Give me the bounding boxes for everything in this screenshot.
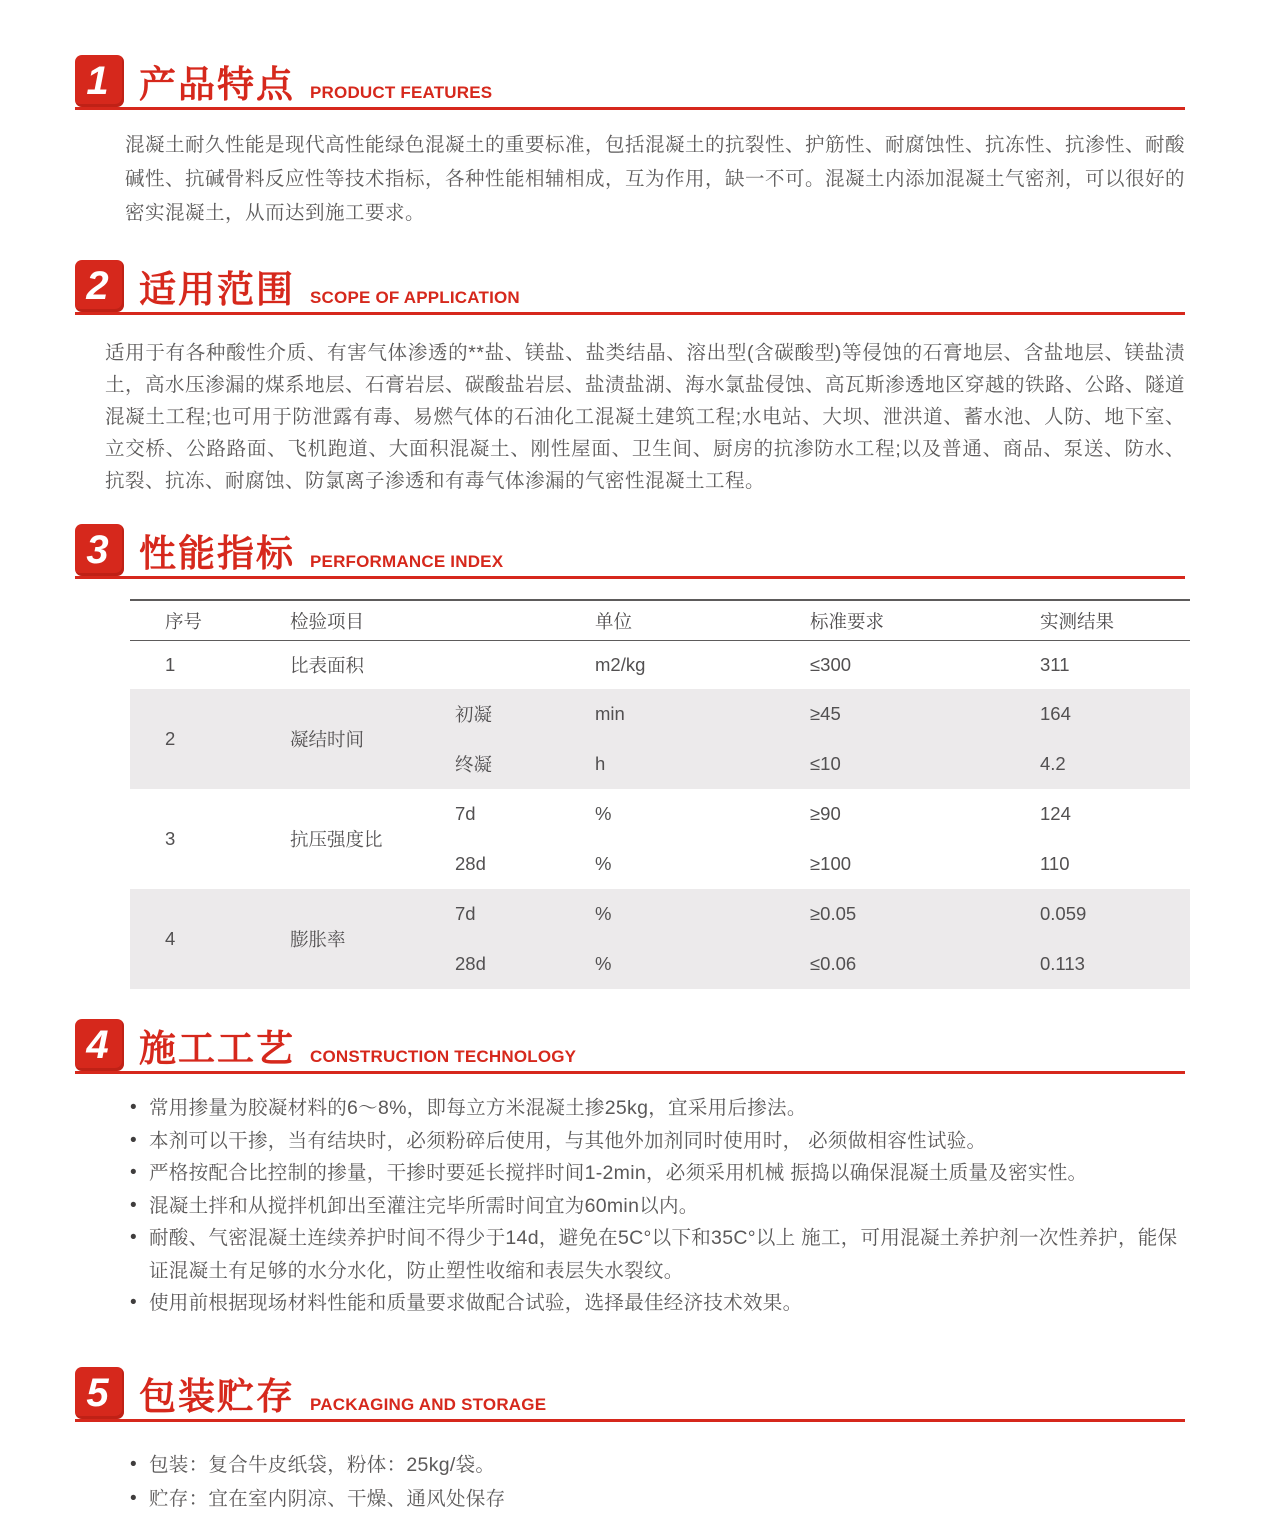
bullet-item: • 混凝土拌和从搅拌机卸出至灌注完毕所需时间宜为60min以内。 xyxy=(130,1190,1185,1223)
table-header-result: 实测结果 xyxy=(1040,610,1115,632)
cell-sub: 28d xyxy=(455,853,486,874)
section-scope-of-application xyxy=(75,260,1185,497)
section-3-title-zh: 性能指标 xyxy=(139,533,295,574)
bullet-item: • 使用前根据现场材料性能和质量要求做配合试验，选择最佳经济技术效果。 xyxy=(130,1287,1185,1320)
section-3-header xyxy=(75,524,1185,579)
section-3-title-en: PERFORMANCE INDEX xyxy=(310,552,504,571)
table-header-no: 序号 xyxy=(165,610,203,632)
cell-result: 164 xyxy=(1040,703,1071,724)
section-1-number-badge xyxy=(75,55,124,107)
cell-standard: ≥90 xyxy=(810,803,841,824)
table-subrow xyxy=(455,789,1190,839)
table-row xyxy=(130,789,1190,889)
construction-bullet-list xyxy=(130,1092,1185,1320)
table-header-row xyxy=(130,601,1190,641)
section-product-features xyxy=(75,55,1185,230)
table-subrow xyxy=(455,839,1190,889)
cell-standard: ≥100 xyxy=(810,853,852,874)
cell-result: 110 xyxy=(1040,853,1070,874)
section-2-header xyxy=(75,260,1185,315)
section-5-title-zh: 包装贮存 xyxy=(139,1375,295,1417)
cell-standard: ≥0.05 xyxy=(810,903,857,924)
section-construction-technology xyxy=(75,1019,1185,1320)
section-3-number: 3 xyxy=(86,528,109,572)
packaging-bullet-list xyxy=(130,1448,1185,1516)
section-2-title-en: SCOPE OF APPLICATION xyxy=(310,288,520,307)
cell-no: 1 xyxy=(165,654,176,675)
cell-result: 311 xyxy=(1040,654,1070,675)
table-subrow xyxy=(455,739,1190,789)
cell-result: 0.059 xyxy=(1040,903,1087,924)
cell-sub: 7d xyxy=(455,903,476,924)
section-packaging-and-storage xyxy=(75,1367,1185,1516)
section-5-title-en: PACKAGING AND STORAGE xyxy=(310,1394,547,1414)
table-header-item: 检验项目 xyxy=(290,610,365,632)
section-4-title-en: CONSTRUCTION TECHNOLOGY xyxy=(310,1047,577,1066)
table-row xyxy=(130,889,1190,989)
section-3-number-badge xyxy=(75,524,124,576)
cell-standard: ≤300 xyxy=(810,654,852,675)
cell-standard: ≤10 xyxy=(810,753,841,774)
section-1-header xyxy=(75,55,1185,110)
cell-unit: % xyxy=(595,853,612,874)
bullet-item: • 常用掺量为胶凝材料的6～8%，即每立方米混凝土掺25kg，宜采用后掺法。 xyxy=(130,1092,1185,1125)
cell-result: 124 xyxy=(1040,803,1071,824)
section-4-number: 4 xyxy=(86,1023,109,1067)
table-subrow xyxy=(455,689,1190,739)
section-4-title-zh: 施工工艺 xyxy=(139,1028,295,1069)
cell-unit: m2/kg xyxy=(595,654,646,675)
section-5-header xyxy=(75,1367,1185,1422)
cell-unit: min xyxy=(595,703,625,724)
table-subrow xyxy=(455,939,1190,989)
bullet-item: • 严格按配合比控制的掺量，干掺时要延长搅拌时间1-2min，必须采用机械 振捣以确保混凝土质量及密实性。 xyxy=(130,1157,1185,1190)
section-4-header xyxy=(75,1019,1185,1074)
performance-table xyxy=(130,599,1190,989)
cell-item: 凝结时间 xyxy=(290,729,365,750)
cell-standard: ≤0.06 xyxy=(810,953,857,974)
section-1-number: 1 xyxy=(86,59,109,103)
section-2-number-badge xyxy=(75,260,124,312)
cell-unit: % xyxy=(595,903,612,924)
table-header-unit: 单位 xyxy=(595,610,633,632)
section-2-paragraph: 适用于有各种酸性介质、有害气体渗透的**盐、镁盐、盐类结晶、溶出型(含碳酸型)等侵蚀的石膏地层、含盐地层、镁盐渍土，高水压渗漏的煤系地层、石膏岩层、碳酸盐岩层、盐渍盐湖、海水氯盐侵蚀、高瓦斯渗透地区穿越的铁路、公路、隧道混凝土工程;也可用于防泄露有毒、易燃气体的石油化工混凝土建筑工程;水电站、大坝、泄洪道、蓄水池、人防、地下室、立交桥、公路路面、飞机跑道、大面积混凝土、刚性屋面、卫生间、厨房的抗渗防水工程;以及普通、商品、泵送、防水、抗裂、抗冻、耐腐蚀、防氯离子渗透和有毒气体渗漏的气密性混凝土工程。 xyxy=(105,342,1186,492)
section-1-title-zh: 产品特点 xyxy=(139,64,295,105)
cell-result: 4.2 xyxy=(1040,753,1066,774)
cell-sub: 7d xyxy=(455,803,476,824)
cell-sub: 初凝 xyxy=(455,704,493,725)
section-5-number-badge xyxy=(75,1367,124,1419)
bullet-item: • 贮存：宜在室内阴凉、干燥、通风处保存 xyxy=(130,1482,1185,1516)
bullet-item: • 本剂可以干掺，当有结块时，必须粉碎后使用，与其他外加剂同时使用时， 必须做相容性试验。 xyxy=(130,1125,1185,1158)
section-1-title-en: PRODUCT FEATURES xyxy=(310,83,493,102)
table-row xyxy=(130,689,1190,789)
table-subrow xyxy=(455,889,1190,939)
cell-unit: % xyxy=(595,803,612,824)
table-row xyxy=(130,641,1190,689)
table-subrow xyxy=(455,641,1190,689)
cell-no: 2 xyxy=(165,728,176,749)
section-performance-index xyxy=(75,524,1185,989)
section-2-number: 2 xyxy=(86,264,109,308)
cell-standard: ≥45 xyxy=(810,703,841,724)
bullet-item: • 包装：复合牛皮纸袋，粉体：25kg/袋。 xyxy=(130,1448,1185,1482)
cell-unit: % xyxy=(595,953,612,974)
section-4-number-badge xyxy=(75,1019,124,1071)
cell-unit: h xyxy=(595,753,606,774)
cell-sub: 28d xyxy=(455,953,486,974)
cell-no: 4 xyxy=(165,928,176,949)
cell-no: 3 xyxy=(165,828,176,849)
table-header-standard: 标准要求 xyxy=(810,610,885,632)
cell-item: 膨胀率 xyxy=(290,929,346,950)
cell-item: 比表面积 xyxy=(290,655,365,676)
cell-result: 0.113 xyxy=(1040,953,1085,974)
section-1-paragraph: 混凝土耐久性能是现代高性能绿色混凝土的重要标准，包括混凝土的抗裂性、护筋性、耐腐蚀性、抗冻性、抗渗性、耐酸碱性、抗碱骨料反应性等技术指标，各种性能相辅相成，互为作用，缺一不可。混凝土内添加混凝土气密剂，可以很好的密实混凝土，从而达到施工要求。 xyxy=(125,134,1186,224)
bullet-item: • 耐酸、气密混凝土连续养护时间不得少于14d，避免在5C°以下和35C°以上 施工，可用混凝土养护剂一次性养护，能保证混凝土有足够的水分水化，防止塑性收缩和表层失水裂纹。 xyxy=(130,1222,1185,1287)
section-5-number: 5 xyxy=(86,1370,109,1415)
cell-item: 抗压强度比 xyxy=(290,829,383,850)
cell-sub: 终凝 xyxy=(455,754,493,775)
section-2-title-zh: 适用范围 xyxy=(139,269,295,310)
